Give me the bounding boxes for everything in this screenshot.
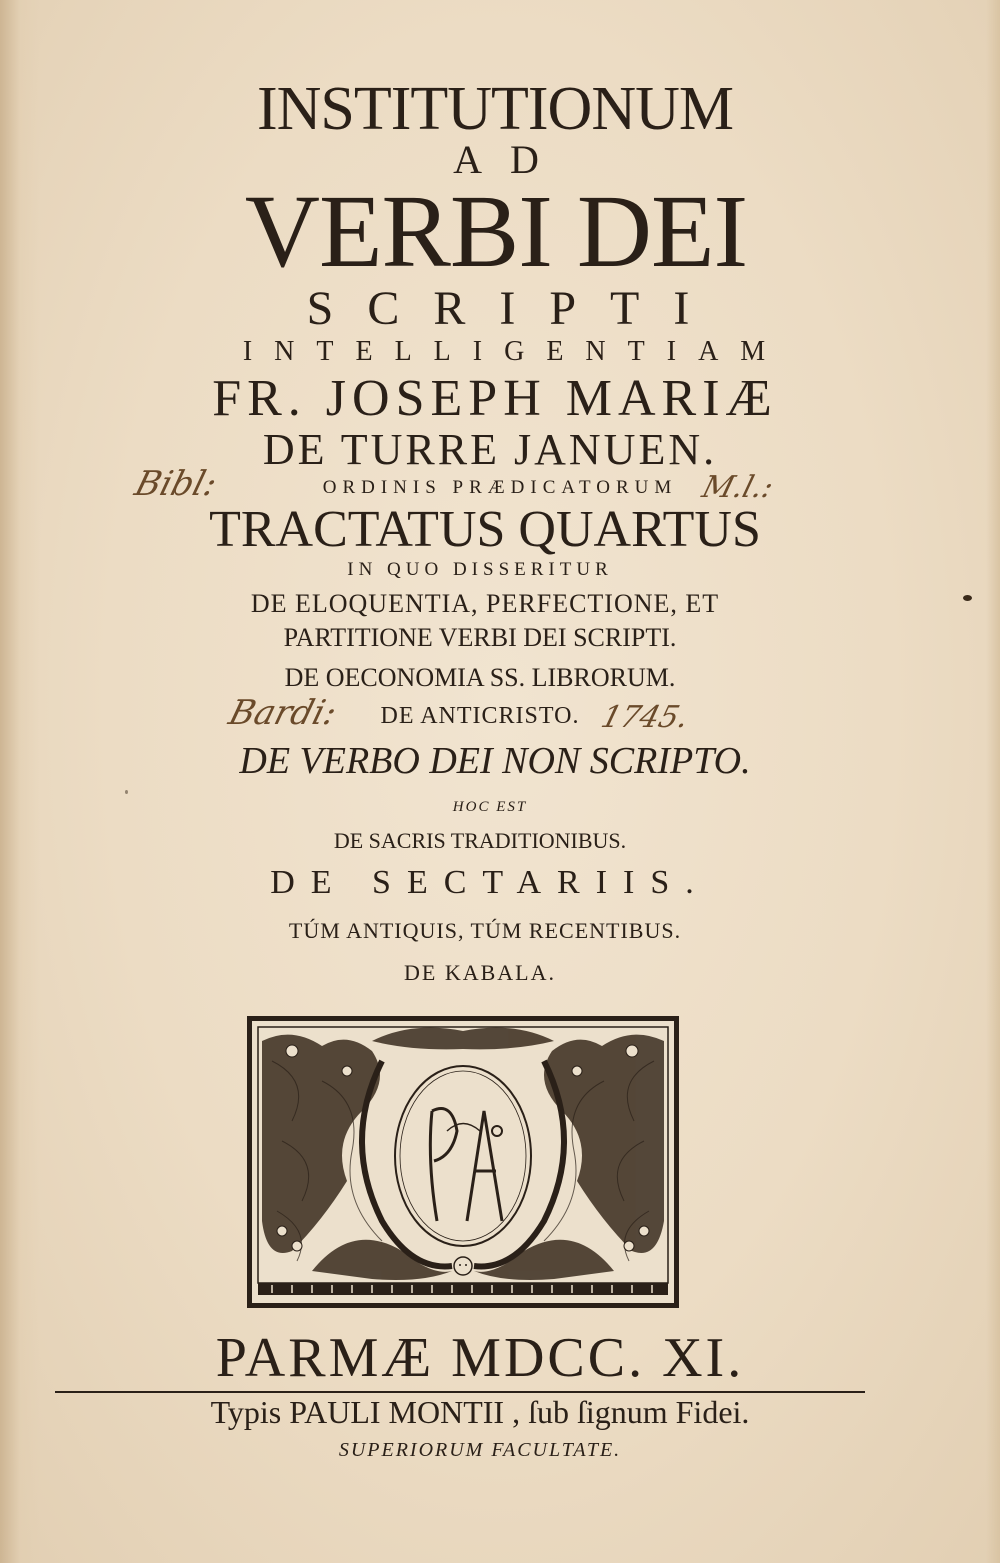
printers-device-ornament <box>247 1016 679 1308</box>
traditions-line: DE SACRIS TRADITIONIBUS. <box>333 828 627 853</box>
manuscript-note: Bibl: <box>130 464 222 504</box>
author-origin: DE TURRE JANUEN. <box>262 425 718 474</box>
title-ad: AD <box>453 137 567 182</box>
title-verbi-dei: VERBI DEI <box>244 174 748 289</box>
sectariis-subline: TÚM ANTIQUIS, TÚM RECENTIBUS. <box>288 918 682 943</box>
religious-order: ORDINIS PRÆDICATORUM <box>322 477 678 498</box>
imprint-permission: SUPERIORUM FACULTATE. <box>338 1439 622 1461</box>
foxing-spot <box>963 595 972 601</box>
woodcut-ornament-icon <box>252 1021 674 1303</box>
contents-line: DE ANTICRISTO. <box>380 703 580 729</box>
contents-line: PARTITIONE VERBI DEI SCRIPTI. <box>283 623 677 652</box>
author-name: FR. JOSEPH MARIÆ <box>212 370 778 427</box>
manuscript-note: Bardi: <box>224 693 341 733</box>
title-institutionum: INSTITUTIONUM <box>256 75 734 143</box>
kabala-line: DE KABALA. <box>404 960 556 985</box>
foxing-spot <box>125 790 128 794</box>
title-intelligentiam: INTELLIGENTIAM <box>242 336 788 367</box>
manuscript-note: M.l.: <box>698 470 778 505</box>
imprint-place-date: PARMÆ MDCC. XI. <box>215 1327 745 1389</box>
imprint-rule <box>55 1391 865 1393</box>
subtitle-intro: IN QUO DISSERITUR <box>347 559 613 580</box>
contents-line: DE ELOQUENTIA, PERFECTIONE, ET <box>250 589 720 618</box>
treatise-heading: TRACTATUS QUARTUS <box>209 501 761 558</box>
non-scripto-heading: DE VERBO DEI NON SCRIPTO. <box>239 740 751 782</box>
hoc-est: HOC EST <box>452 799 528 815</box>
manuscript-note: 1745. <box>597 700 693 735</box>
sectariis-heading: DE SECTARIIS. <box>270 864 710 901</box>
imprint-printer: Typis PAULI MONTII , ſub ſignum Fidei. <box>210 1394 750 1430</box>
title-scripti: SCRIPTI <box>306 282 724 335</box>
contents-line: DE OECONOMIA SS. LIBRORUM. <box>284 663 676 692</box>
